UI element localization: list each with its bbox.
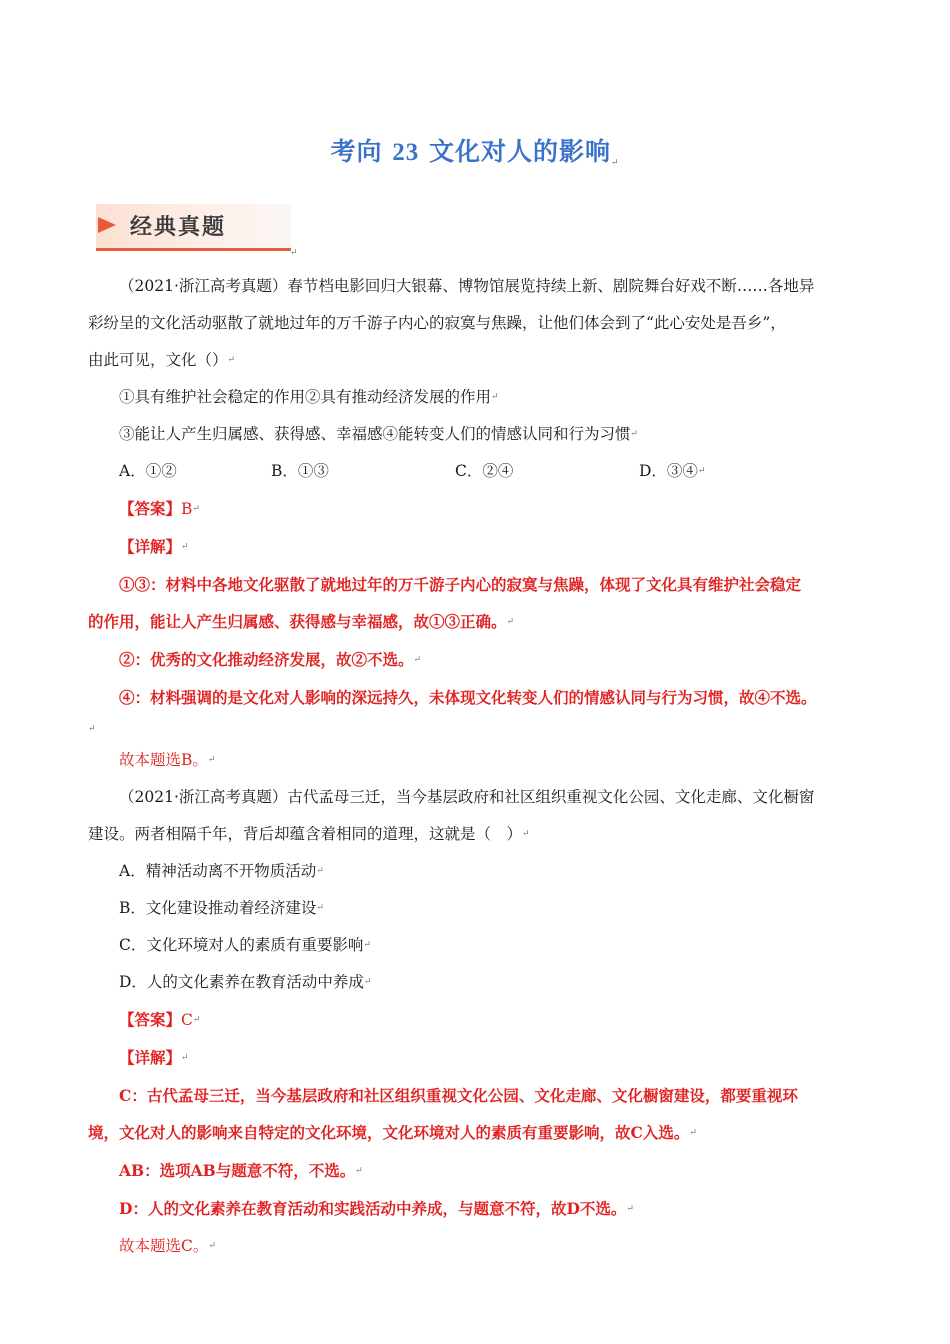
q2-detail-3: D：人的文化素养在教育活动和实践活动中养成，与题意不符，故D不选。 — [119, 1199, 627, 1218]
q2-option-a: A．精神活动离不开物质活动 — [119, 862, 317, 880]
q1-answer-label: 【答案】 — [119, 499, 182, 518]
document-body: （2021·浙江高考真题）春节档电影回归大银幕、博物馆展览持续上新、剧院舞台好戏不断……各地异 彩纷呈的文化活动驱散了就地过年的万千游子内心的寂寞与焦躁，让他们体会到了“此心安处是吾乡”， 由此可见，文化（）↵ ①具有维护社会稳定的作用②具有推动经济发展的作用↵ ③能让人产生归属感、获得感、幸福感④能转变人们的情感认同和行为习惯↵ A．①② B．①③ C．②④ D．③④ ↵ 【答案】B↵ 【详解】↵ ①③：材料中各地文化驱散了就地过年的万千游子内心的寂寞与焦躁，体现了文化具有维护社会稳定 的作用，能让人产生归属感、获得感与幸福感，故①③正确。↵ ②：优秀的文化推动经济发展，故②不选。↵ ④：材料强调的是文化对人影响的深远持久，未体现文化转变人们的情感认同与行为习惯，故④不选。 ↵ 故本题选B。↵ （2021·浙江高考真题）古代孟母三迁，当今基层政府和社区组织重视文化公园、文化走廊、文化橱窗 建设。两者相隔千年，背后却蕴含着相同的道理，这就是（ ）↵ A．精神活动离不开物质活动↵ B．文化建设推动着经济建设↵ C．文化环境对人的素质有重要影响↵ D．人的文化素养在教育活动中养成↵ 【答案】C↵ 【详解】↵ C：古代孟母三迁，当今基层政府和社区组织重视文化公园、文化走廊、文化橱窗建设，都要重视环 境，文化对人的影响来自特定的文化环境，文化环境对人的素质有重要影响，故C入选。↵ AB：选项AB与题意不符，不选。↵ D：人的文化素养在教育活动和实践活动中养成，与题意不符，故D不选。↵ 故本题选C。↵ — [88, 268, 878, 1265]
q1-detail-1b: 的作用，能让人产生归属感、获得感与幸福感，故①③正确。 — [88, 612, 507, 631]
section-label: 经典真题 — [130, 215, 227, 240]
q1-option-a: A．①② — [119, 462, 177, 480]
q2-stem-line2: 建设。两者相隔千年，背后却蕴含着相同的道理，这就是（ ） — [88, 825, 523, 843]
q2-detail-2: AB：选项AB与题意不符，不选。 — [119, 1161, 356, 1180]
q1-stem-line2: 彩纷呈的文化活动驱散了就地过年的万千游子内心的寂寞与焦躁，让他们体会到了“此心安处是吾乡”， — [88, 314, 786, 332]
q1-option-b: B．①③ — [271, 462, 329, 480]
q2-option-d: D．人的文化素养在教育活动中养成 — [119, 973, 364, 991]
q2-option-b: B．文化建设推动着经济建设 — [119, 899, 317, 917]
page-title: 考向 23 文化对人的影响↵ — [330, 137, 620, 168]
q1-stem-line1: （2021·浙江高考真题）春节档电影回归大银幕、博物馆展览持续上新、剧院舞台好戏不断……各地异 — [119, 277, 815, 295]
q2-option-c: C．文化环境对人的素质有重要影响 — [119, 936, 364, 954]
title-number: 23 — [392, 139, 420, 166]
section-banner — [96, 204, 291, 251]
q2-detail-1a: C：古代孟母三迁，当今基层政府和社区组织重视文化公园、文化走廊、文化橱窗建设，都要重视环 — [119, 1086, 798, 1105]
title-prefix: 考向 — [330, 137, 383, 166]
q1-detail-3: ④：材料强调的是文化对人影响的深远持久，未体现文化转变人们的情感认同与行为习惯，故④不选。 — [119, 688, 817, 707]
q2-answer-label: 【答案】 — [119, 1010, 182, 1029]
q2-stem-line1: （2021·浙江高考真题）古代孟母三迁，当今基层政府和社区组织重视文化公园、文化走廊、文化橱窗 — [119, 788, 815, 806]
q1-detail-2: ②：优秀的文化推动经济发展，故②不选。 — [119, 650, 414, 669]
q2-conclusion: 故本题选C。 — [119, 1237, 209, 1255]
q1-item-34: ③能让人产生归属感、获得感、幸福感④能转变人们的情感认同和行为习惯 — [119, 425, 631, 443]
q1-detail-1a: ①③：材料中各地文化驱散了就地过年的万千游子内心的寂寞与焦躁，体现了文化具有维护社会稳定 — [119, 575, 802, 594]
q1-item-12: ①具有维护社会稳定的作用②具有推动经济发展的作用 — [119, 388, 492, 406]
arrow-icon — [98, 217, 116, 233]
q1-conclusion: 故本题选B。 — [119, 751, 208, 769]
q1-detail-label: 【详解】 — [119, 537, 182, 556]
q2-answer: C — [181, 1011, 193, 1029]
q1-option-c: C．②④ — [455, 462, 514, 480]
q1-stem-line3: 由此可见，文化（） — [88, 351, 228, 369]
q2-detail-label: 【详解】 — [119, 1048, 182, 1067]
q1-options: A．①② B．①③ C．②④ D．③④ ↵ — [88, 453, 878, 490]
q2-detail-1b: 境，文化对人的影响来自特定的文化环境，文化环境对人的素质有重要影响，故C入选。 — [88, 1123, 690, 1142]
q1-answer: B — [181, 500, 193, 518]
title-text: 文化对人的影响 — [428, 137, 611, 166]
q1-option-d: D．③④ — [639, 462, 698, 480]
